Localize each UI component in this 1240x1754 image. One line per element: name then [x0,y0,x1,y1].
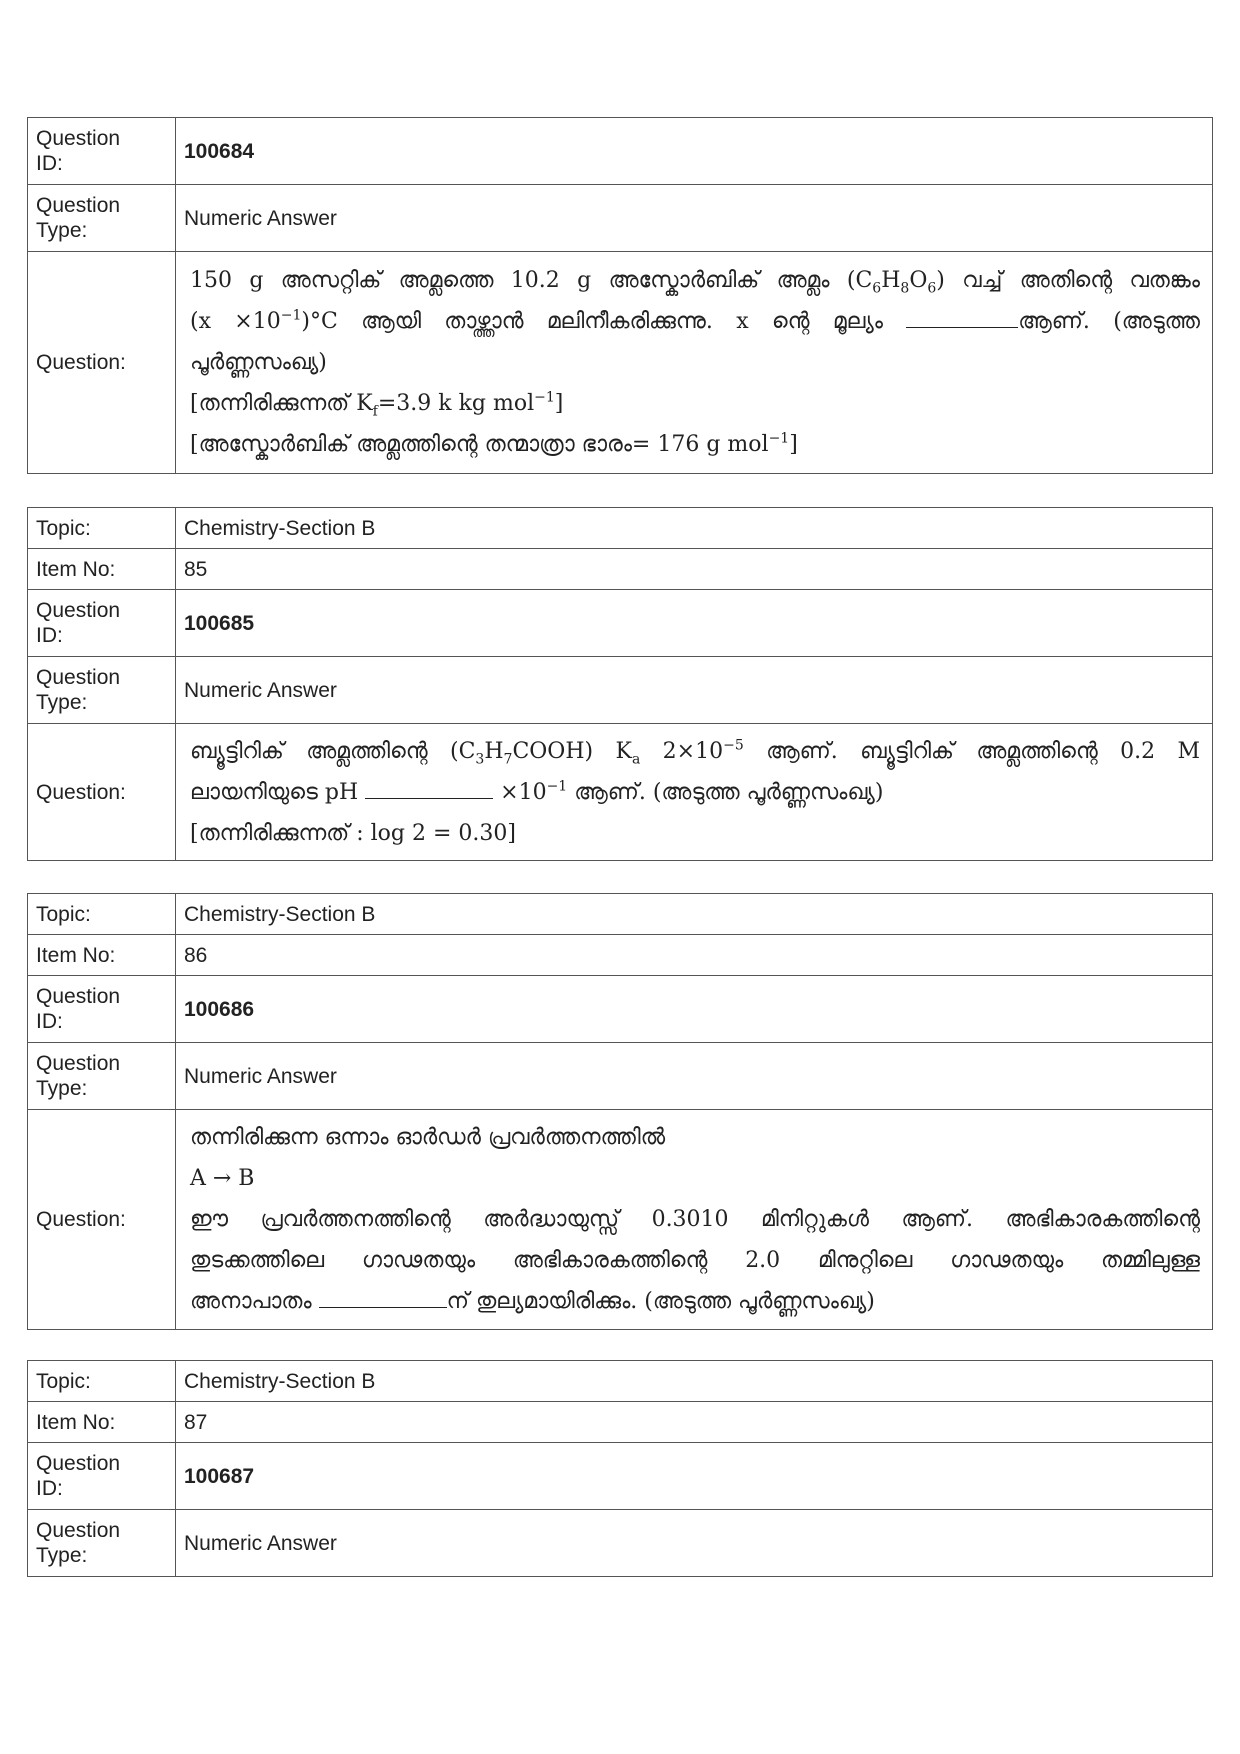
answer-blank [319,1285,447,1308]
question-label: Question: [28,1110,176,1330]
question-type-value: Numeric Answer [176,185,1213,252]
question-id-label: Question ID: [28,976,176,1043]
question-line: അനാപാതം ന് തുല്യമായിരിക്കും. (അടുത്ത പൂർണ്ണസംഖ്യ) [190,1281,1200,1322]
topic-value: Chemistry-Section B [176,508,1213,549]
answer-blank [365,776,493,799]
question-label: Question: [28,252,176,474]
question-line: ബ്യൂട്ടിറിക് അമ്ലത്തിന്റെ $(C_3H_7COOH)$ $K_a$ $2\times 10^{-5}$ ആണ്. ബ്യൂട്ടിറിക് അമ്ലത്തിന്റെ 0.2 M [190,737,1201,767]
question-line: [തന്നിരിക്കുന്നത് $K_f=3.9$ k kg mol$^{-1}$] [190,389,564,420]
question-line: തന്നിരിക്കുന്ന ഒന്നാം ഓർഡർ പ്രവർത്തനത്തിൽ [190,1125,666,1150]
question-id-label: Question ID: [28,118,176,185]
question-block-100685 [27,507,1213,861]
item-no-value: 86 [176,935,1213,976]
question-line: ഈ പ്രവർത്തനത്തിന്റെ അർദ്ധായുസ്സ് 0.3010 മിനിറ്റുകൾ ആണ്. അഭികാരകത്തിന്റെ [190,1207,1200,1232]
question-type-value: Numeric Answer [176,1043,1213,1110]
question-line: 150 g അസറ്റിക് അമ്ലത്തെ 10.2 g അസ്കോർബിക് അമ്ലം $(C_6H_8O_6)$ വച്ച് അതിന്റെ വതങ്കം [190,268,1200,297]
question-type-label: Question Type: [28,1043,176,1110]
question-type-label: Question Type: [28,657,176,724]
question-block-100687 [27,1360,1213,1577]
question-line: $(x \times 10^{-1})^\circ C$ ആയി താഴ്ത്താൻ മലിനീകരിക്കുന്നു. x ന്റെ മൂല്യം ആണ്. (അടുത്ത [190,301,1200,342]
question-id-value: 100684 [176,118,1213,185]
answer-blank [906,305,1018,328]
question-block-100684 [27,117,1213,474]
question-line: ലായനിയുടെ pH $\times 10^{-1}$ ആണ്. (അടുത്ത പൂർണ്ണസംഖ്യ) [190,772,1200,813]
question-type-value: Numeric Answer [176,1510,1213,1577]
question-block-100686 [27,893,1213,1330]
item-no-value: 87 [176,1402,1213,1443]
question-line: പൂർണ്ണസംഖ്യ) [190,350,327,375]
question-id-value: 100687 [176,1443,1213,1510]
question-type-label: Question Type: [28,1510,176,1577]
item-no-label: Item No: [28,1402,176,1443]
item-no-label: Item No: [28,935,176,976]
topic-value: Chemistry-Section B [176,1361,1213,1402]
question-text [176,252,1213,474]
question-id-label: Question ID: [28,590,176,657]
topic-label: Topic: [28,894,176,935]
question-text [176,724,1213,861]
question-id-label: Question ID: [28,1443,176,1510]
question-type-label: Question Type: [28,185,176,252]
question-id-value: 100686 [176,976,1213,1043]
topic-label: Topic: [28,1361,176,1402]
question-type-value: Numeric Answer [176,657,1213,724]
topic-value: Chemistry-Section B [176,894,1213,935]
question-line: A → B [190,1166,255,1191]
item-no-value: 85 [176,549,1213,590]
question-line: [അസ്കോർബിക് അമ്ലത്തിന്റെ തന്മാത്രാ ഭാരം= 176 g mol$^{-1}$] [190,430,798,457]
item-no-label: Item No: [28,549,176,590]
question-id-value: 100685 [176,590,1213,657]
question-label: Question: [28,724,176,861]
question-text [176,1110,1213,1330]
question-line: [തന്നിരിക്കുന്നത് : log 2 = 0.30] [190,820,516,846]
question-line: തുടക്കത്തിലെ ഗാഢതയും അഭികാരകത്തിന്റെ 2.0 മിനുറ്റിലെ ഗാഢതയും തമ്മിലുള്ള [190,1248,1200,1273]
topic-label: Topic: [28,508,176,549]
